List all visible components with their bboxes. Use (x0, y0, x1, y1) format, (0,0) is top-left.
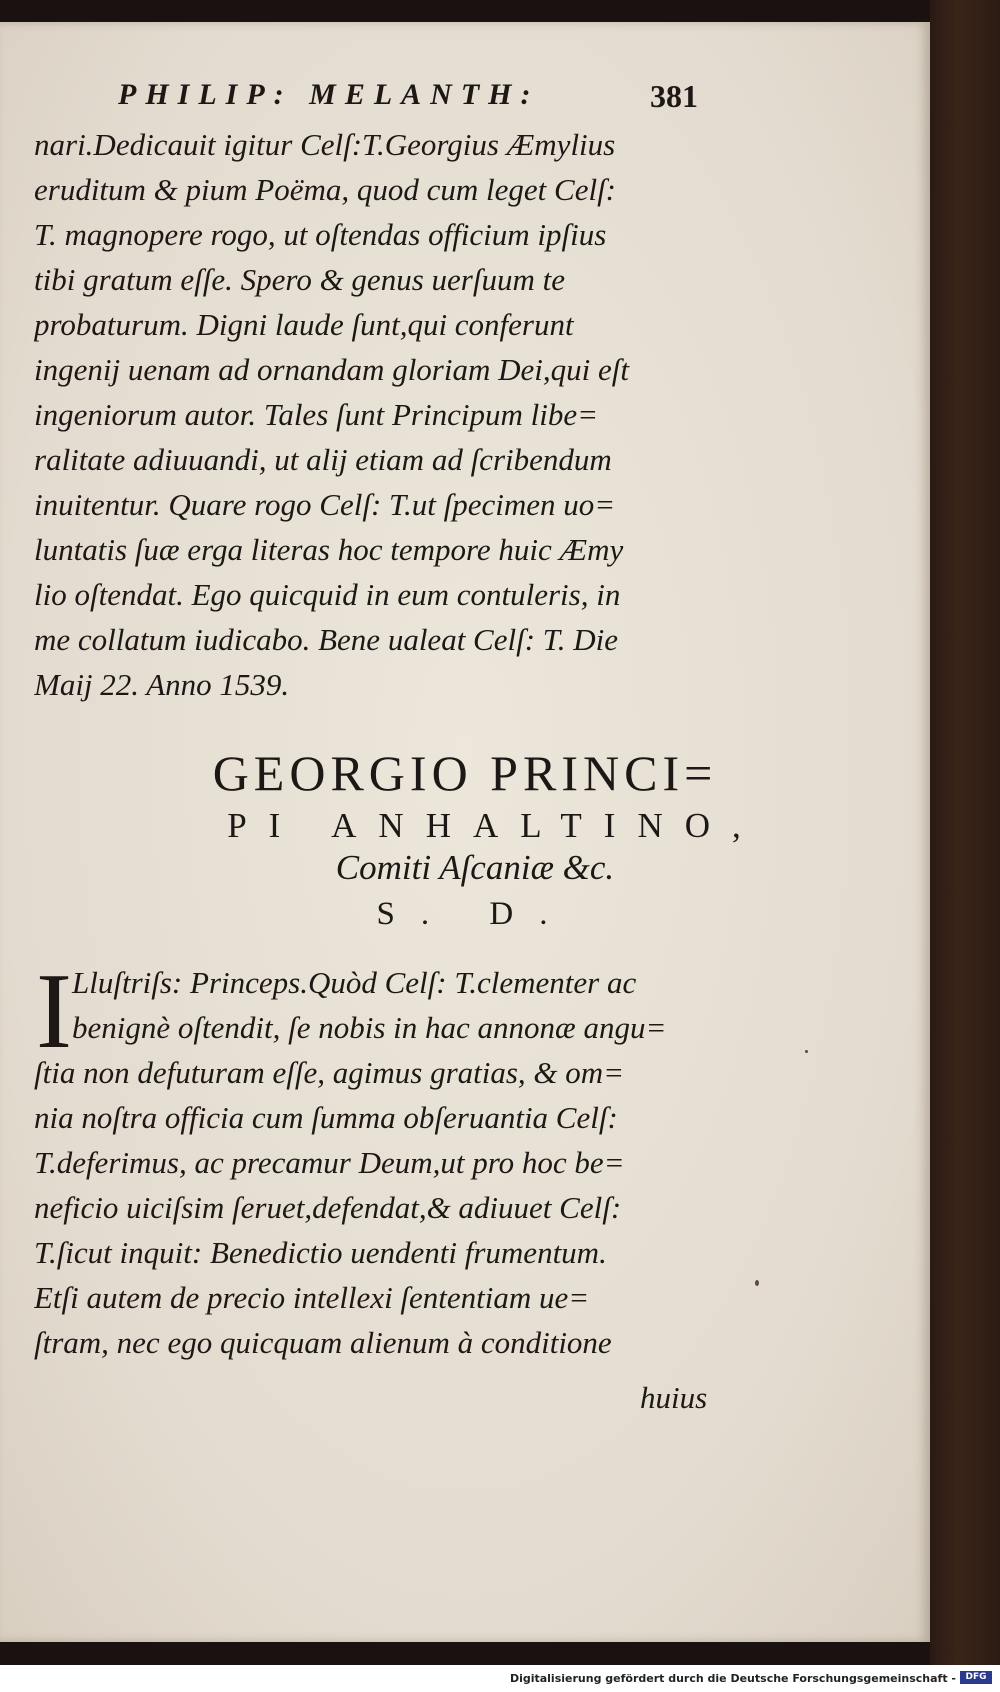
text-line: tibi gratum eſſe. Spero & genus uerſuum te (34, 262, 565, 297)
dfg-logo: DFG (960, 1671, 992, 1684)
drop-initial: I (36, 952, 72, 1071)
text-line: probaturum. Digni laude ſunt,qui conferunt (34, 307, 574, 342)
paper-speck (805, 1050, 808, 1053)
text-line: eruditum & pium Poëma, quod cum leget Celſ: (34, 172, 617, 207)
text-line: inuitentur. Quare rogo Celſ: T.ut ſpecimen uo= (34, 487, 616, 522)
catchword: huius (640, 1380, 708, 1415)
text-line: T. magnopere rogo, ut oſtendas officium ipſius (34, 217, 607, 252)
text-line: lio oſtendat. Ego quicquid in eum contuleris, in (34, 577, 621, 612)
letter-one-text (34, 122, 734, 707)
funding-credit: Digitalisierung gefördert durch die Deutsche Forschungsgemeinschaft - (509, 1672, 956, 1685)
text-line: Lluſtriſs: Princeps.Quòd Celſ: T.clementer ac (72, 965, 637, 1000)
text-line: luntatis ſuæ erga literas hoc tempore huic Æmy (34, 532, 624, 567)
letter-heading-line-1: GEORGIO PRINCI= (212, 745, 718, 801)
text-line: nari.Dedicauit igitur Celſ:T.Georgius Æmylius (34, 127, 616, 162)
text-line: Maij 22. Anno 1539. (34, 667, 290, 702)
letter-heading-line-3: Comiti Aſcaniæ &c. (335, 848, 615, 887)
letter-heading-line-2: PI ANHALTINO, (227, 806, 763, 845)
text-line: Etſi autem de precio intellexi ſententiam ue= (34, 1280, 590, 1315)
text-line: ſtram, nec ego quicquam alienum à conditione (34, 1325, 612, 1360)
text-line: ralitate adiuuandi, ut alij etiam ad ſcribendum (34, 442, 612, 477)
text-line: ingeniorum autor. Tales ſunt Principum libe= (34, 397, 599, 432)
letter-two-text (34, 952, 734, 1365)
text-line: T.ſicut inquit: Benedictio uendenti frumentum. (34, 1235, 607, 1270)
paper-speck (755, 1280, 759, 1286)
text-line: benignè oſtendit, ſe nobis in hac annonæ angu= (72, 1010, 667, 1045)
text-line: neficio uiciſsim ſeruet,defendat,& adiuuet Celſ: (34, 1190, 622, 1225)
running-head: PHILIP: MELANTH: (118, 78, 540, 111)
text-line: nia noſtra officia cum ſumma obſeruantia Celſ: (34, 1100, 618, 1135)
letter-heading-salutation: S. D. (376, 896, 574, 932)
text-line: T.deferimus, ac precamur Deum,ut pro hoc be= (34, 1145, 625, 1180)
page-number: 381 (650, 78, 698, 114)
text-line: ſtia non defuturam eſſe, agimus gratias, & om= (34, 1055, 625, 1090)
text-line: me collatum iudicabo. Bene ualeat Celſ: T. Die (34, 622, 618, 657)
text-line: ingenij uenam ad ornandam gloriam Dei,qui eſt (34, 352, 629, 387)
